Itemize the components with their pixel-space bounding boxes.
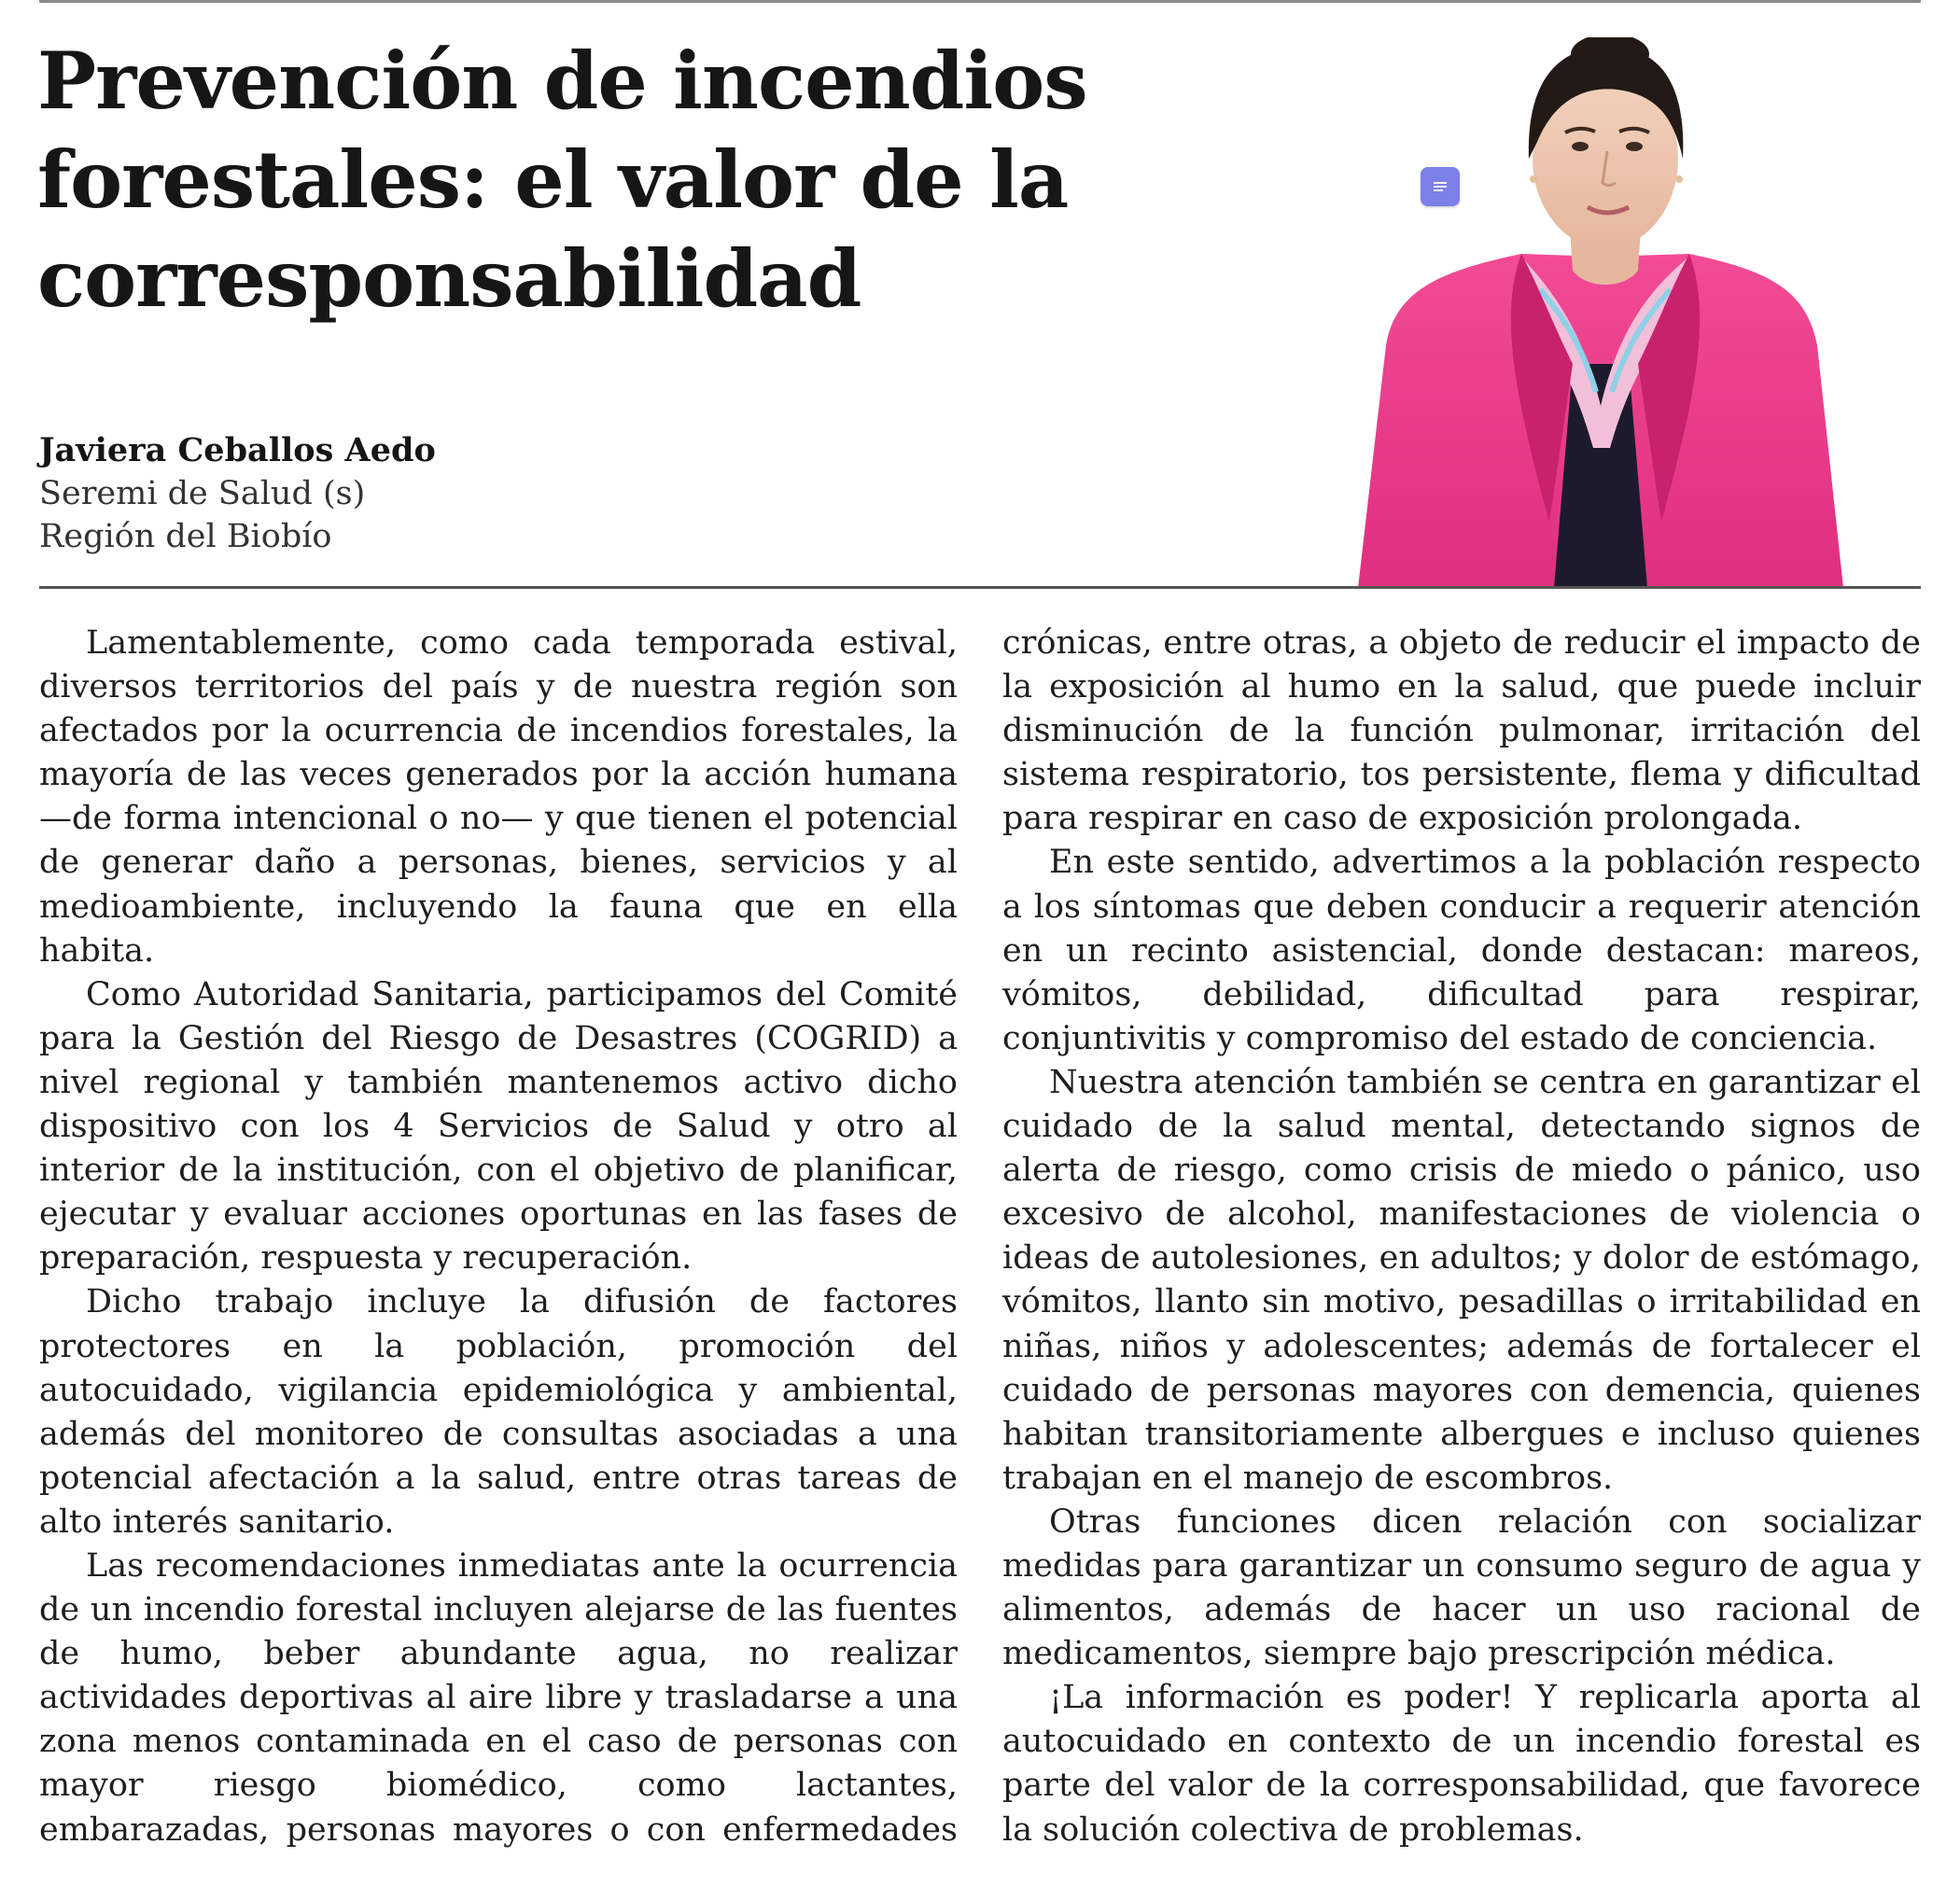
byline (39, 429, 879, 558)
top-rule (39, 0, 1921, 3)
paragraph: Lamentablemente, como cada temporada estival, diversos territorios del país y de nuestra región son afectados por la ocurrencia de incendios forestales, la mayoría de las veces generados por la acción humana —de forma intencional o no— y que tienen el potencial de generar daño a personas, bienes, servicios y al medioambiente, incluyendo la fauna que en ella habita. (39, 624, 958, 970)
eye-right (1626, 142, 1643, 151)
author-region: Región del Biobío (39, 518, 332, 555)
article-headline: Prevención de incendios forestales: el valor de la corresponsabilidad (37, 35, 1087, 325)
paragraph: Otras funciones dicen relación con socializar medidas para garantizar un consumo seguro de agua y alimentos, además de hacer un uso racional de medicamentos, siempre bajo prescripción médica. (1002, 1502, 1921, 1673)
paragraph: Dicho trabajo incluye la difusión de factores protectores en la población, promoción del autocuidado, vigilancia epidemiológica y ambiental, además del monitoreo de consultas asociadas a una potencial afectación a la salud, entre otras tareas de alto interés sanitario. (39, 1283, 958, 1541)
author-name: Javiera Ceballos Aedo (39, 431, 436, 469)
paragraph: Las recomendaciones inmediatas ante la ocurrencia de un incendio forestal incluyen alejarse de las fuentes de humo, beber abundante agua, no realizar actividades deportivas al aire libre y trasladarse a una zona menos contaminada en el caso de personas con mayor riesgo biomédico, como lactantes, embarazadas, personas mayores o con enfermedades crónicas, entre otras, a objeto de reducir el impacto de la exposición al humo en la salud, que puede incluir disminución de la función pulmonar, irritación del sistema respiratorio, tos persistente, flema y dificultad para respirar en caso de exposición prolongada. (39, 624, 1921, 1849)
author-photo (1358, 37, 1862, 588)
eye-left (1572, 142, 1589, 151)
earring-left (1530, 175, 1537, 183)
paragraph: En este sentido, advertimos a la población respecto a los síntomas que deben conducir a requerir atención en un recinto asistencial, donde destacan: mareos, vómitos, debilidad, dificultad para respirar, conjuntivitis y compromiso del estado de conciencia. (1002, 844, 1921, 1057)
earring-right (1675, 175, 1683, 183)
article-body (39, 622, 1921, 1863)
paragraph: Nuestra atención también se centra en garantizar el cuidado de la salud mental, detectando signos de alerta de riesgo, como crisis de miedo o pánico, uso excesivo de alcohol, manifestaciones de violencia o ideas de autolesiones, en adultos; y dolor de estómago, vómitos, llanto sin motivo, pesadillas o irritabilidad en niñas, niños y adolescentes; además de fortalecer el cuidado de personas mayores con demencia, quienes habitan transitoriamente albergues e incluso quienes trabajan en el manejo de escombros. (1002, 1063, 1921, 1497)
paragraph: ¡La información es poder! Y replicarla aporta al autocuidado en contexto de un incendio forestal es parte del valor de la corresponsabilidad, que favorece la solución colectiva de problemas. (1002, 1679, 1921, 1849)
header-rule (39, 586, 1921, 589)
paragraph: Como Autoridad Sanitaria, participamos del Comité para la Gestión del Riesgo de Desastres (COGRID) a nivel regional y también mantenemos activo dicho dispositivo con los 4 Servicios de Salud y otro al interior de la institución, con el objetivo de planificar, ejecutar y evaluar acciones oportunas en las fases de preparación, respuesta y recuperación. (39, 975, 958, 1278)
author-role: Seremi de Salud (s) (39, 475, 366, 512)
